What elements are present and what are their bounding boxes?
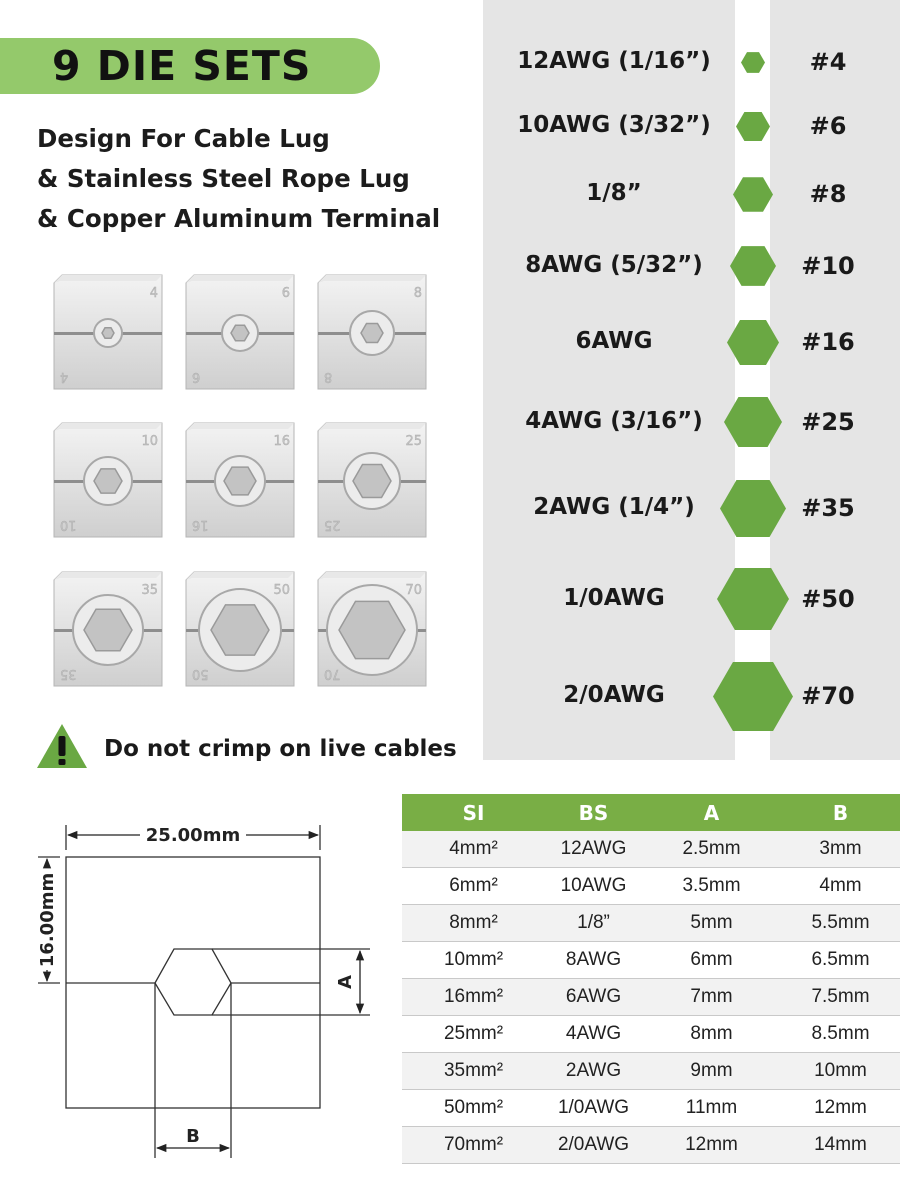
cell-a: 2.5mm <box>642 831 781 868</box>
b-dimension-label: B <box>186 1126 200 1147</box>
svg-text:70: 70 <box>405 583 422 598</box>
svg-text:16: 16 <box>192 517 209 532</box>
cell-si: 6mm² <box>402 868 545 905</box>
size-awg-label: 12AWG (1/16”) <box>517 48 711 74</box>
page-title: 9 DIE SETS <box>52 42 312 90</box>
die-block-6 <box>184 273 296 391</box>
size-row <box>483 676 900 716</box>
column-header-a: A <box>642 794 781 831</box>
cell-b: 12mm <box>781 1090 900 1127</box>
cell-b: 14mm <box>781 1127 900 1164</box>
svg-text:8: 8 <box>324 369 333 384</box>
die-block-70 <box>316 570 428 688</box>
hex-size-icon <box>727 320 779 369</box>
cell-a: 12mm <box>642 1127 781 1164</box>
cell-a: 7mm <box>642 979 781 1016</box>
cell-a: 6mm <box>642 942 781 979</box>
size-awg-label: 4AWG (3/16”) <box>525 408 703 434</box>
size-die-number: #25 <box>801 408 855 436</box>
svg-text:50: 50 <box>273 583 290 598</box>
size-awg-label: 8AWG (5/32”) <box>525 252 703 278</box>
a-dimension-label: A <box>335 975 356 989</box>
die-set-grid <box>0 0 480 700</box>
die-block-8 <box>316 273 428 391</box>
die-block-25 <box>316 421 428 539</box>
cell-a: 8mm <box>642 1016 781 1053</box>
cell-si: 4mm² <box>402 831 545 868</box>
hex-size-icon <box>730 246 776 290</box>
die-block-50 <box>184 570 296 688</box>
svg-text:8: 8 <box>413 286 422 301</box>
size-die-number: #4 <box>809 48 847 76</box>
hex-size-icon <box>741 52 765 77</box>
height-dimension-label: 16.00mm <box>37 872 58 968</box>
size-row <box>483 174 900 214</box>
table-row <box>402 1053 900 1090</box>
cell-bs: 6AWG <box>545 979 642 1016</box>
size-row <box>483 42 900 82</box>
svg-text:6: 6 <box>281 286 290 301</box>
svg-text:6: 6 <box>192 369 201 384</box>
svg-text:70: 70 <box>324 666 341 681</box>
size-row <box>483 106 900 146</box>
size-die-number: #8 <box>809 180 847 208</box>
size-row <box>483 488 900 528</box>
size-awg-label: 1/8” <box>586 180 642 206</box>
table-row <box>402 1016 900 1053</box>
size-die-number: #35 <box>801 494 855 522</box>
column-header-bs: BS <box>545 794 642 831</box>
svg-text:10: 10 <box>60 517 77 532</box>
cell-b: 5.5mm <box>781 905 900 942</box>
svg-text:50: 50 <box>192 666 209 681</box>
cell-bs: 2AWG <box>545 1053 642 1090</box>
table-row <box>402 942 900 979</box>
cell-si: 50mm² <box>402 1090 545 1127</box>
svg-text:4: 4 <box>149 286 158 301</box>
column-header-si: SI <box>402 794 545 831</box>
table-row <box>402 905 900 942</box>
cell-bs: 12AWG <box>545 831 642 868</box>
die-block-16 <box>184 421 296 539</box>
cell-b: 3mm <box>781 831 900 868</box>
spec-table-header <box>402 794 900 831</box>
svg-text:25: 25 <box>324 517 341 532</box>
size-die-number: #10 <box>801 252 855 280</box>
table-row <box>402 1090 900 1127</box>
size-awg-label: 6AWG <box>575 328 653 354</box>
cell-bs: 8AWG <box>545 942 642 979</box>
size-die-number: #70 <box>801 682 855 710</box>
size-awg-label: 10AWG (3/32”) <box>517 112 711 138</box>
width-dimension-label: 25.00mm <box>145 825 241 846</box>
cell-b: 8.5mm <box>781 1016 900 1053</box>
cell-a: 11mm <box>642 1090 781 1127</box>
cell-a: 3.5mm <box>642 868 781 905</box>
die-block-4 <box>52 273 164 391</box>
cell-si: 70mm² <box>402 1127 545 1164</box>
cell-si: 8mm² <box>402 905 545 942</box>
svg-text:4: 4 <box>60 369 69 384</box>
size-row <box>483 579 900 619</box>
cell-bs: 4AWG <box>545 1016 642 1053</box>
svg-text:35: 35 <box>60 666 77 681</box>
table-row <box>402 979 900 1016</box>
subtitle-line-2: & Stainless Steel Rope Lug <box>37 164 410 193</box>
spec-table <box>402 794 900 1164</box>
cell-b: 6.5mm <box>781 942 900 979</box>
table-row <box>402 831 900 868</box>
hex-size-icon <box>736 112 770 145</box>
size-awg-label: 2AWG (1/4”) <box>533 494 695 520</box>
size-awg-label: 1/0AWG <box>563 585 665 611</box>
size-row <box>483 246 900 286</box>
cell-bs: 1/0AWG <box>545 1090 642 1127</box>
svg-text:10: 10 <box>141 434 158 449</box>
die-dimension-drawing <box>0 800 400 1170</box>
cell-bs: 1/8” <box>545 905 642 942</box>
subtitle-line-1: Design For Cable Lug <box>37 124 330 153</box>
cell-b: 7.5mm <box>781 979 900 1016</box>
svg-text:25: 25 <box>405 434 422 449</box>
size-die-number: #6 <box>809 112 847 140</box>
cell-si: 35mm² <box>402 1053 545 1090</box>
subtitle-line-3: & Copper Aluminum Terminal <box>37 204 441 233</box>
size-row <box>483 322 900 362</box>
size-die-number: #16 <box>801 328 855 356</box>
cell-a: 5mm <box>642 905 781 942</box>
svg-text:16: 16 <box>273 434 290 449</box>
cell-bs: 10AWG <box>545 868 642 905</box>
cell-a: 9mm <box>642 1053 781 1090</box>
cell-si: 10mm² <box>402 942 545 979</box>
die-block-10 <box>52 421 164 539</box>
size-die-number: #50 <box>801 585 855 613</box>
size-row <box>483 402 900 442</box>
cell-b: 10mm <box>781 1053 900 1090</box>
table-row <box>402 868 900 905</box>
size-awg-label: 2/0AWG <box>563 682 665 708</box>
cell-b: 4mm <box>781 868 900 905</box>
column-header-b: B <box>781 794 900 831</box>
cell-si: 16mm² <box>402 979 545 1016</box>
cell-bs: 2/0AWG <box>545 1127 642 1164</box>
warning-text: Do not crimp on live cables <box>104 736 457 762</box>
table-row <box>402 1127 900 1164</box>
hex-size-icon <box>733 177 773 216</box>
svg-text:35: 35 <box>141 583 158 598</box>
cell-si: 25mm² <box>402 1016 545 1053</box>
hex-cavity <box>155 949 231 1015</box>
die-block-35 <box>52 570 164 688</box>
warning-triangle-icon <box>35 722 89 770</box>
